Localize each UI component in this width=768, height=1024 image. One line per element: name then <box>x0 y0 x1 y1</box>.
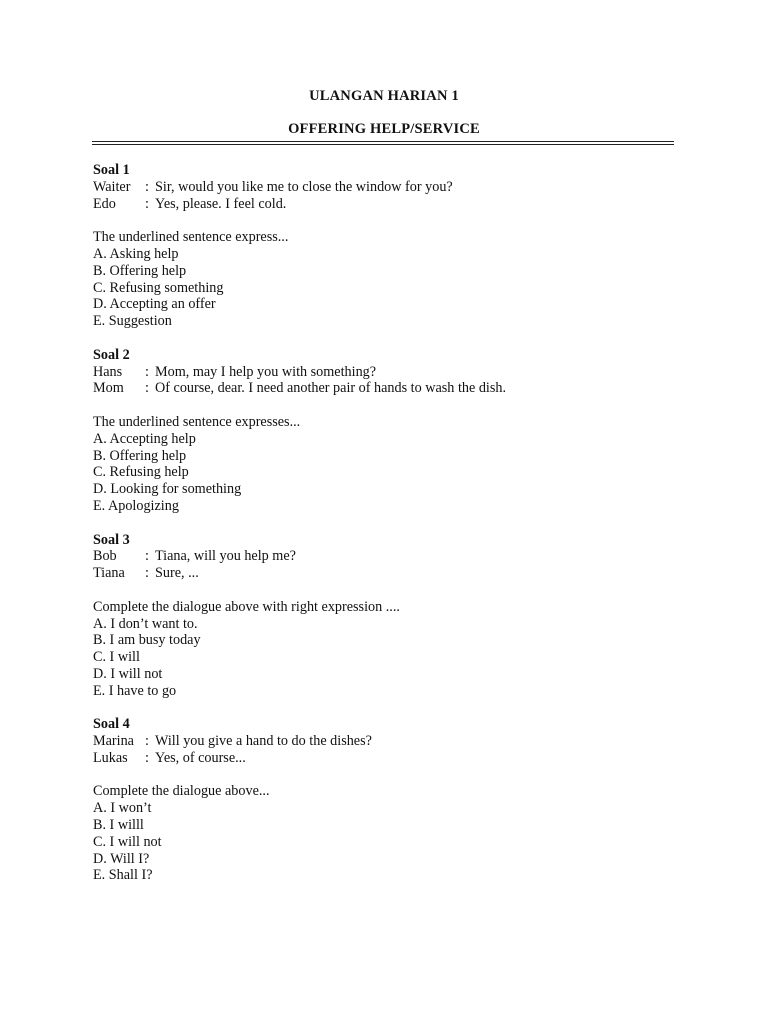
answer-option: B. Offering help <box>93 262 187 279</box>
answer-option: E. I have to go <box>93 682 177 699</box>
answer-option: A. Asking help <box>93 245 179 262</box>
document-title: ULANGAN HARIAN 1 <box>309 88 459 104</box>
dialogue-line <box>93 565 693 582</box>
question-title: Soal 1 <box>93 162 130 178</box>
speaker-name: Lukas <box>93 749 128 766</box>
answer-option: C. I will not <box>93 833 162 850</box>
answer-option: D. I will not <box>93 665 163 682</box>
answer-option: B. Offering help <box>93 447 187 464</box>
speaker-name: Hans <box>93 363 123 380</box>
dialogue-line <box>93 364 693 381</box>
answer-option: A. Accepting help <box>93 430 196 447</box>
dialogue-line <box>93 733 693 750</box>
speaker-separator: : <box>145 733 149 750</box>
answer-option: E. Suggestion <box>93 313 172 330</box>
answer-option: D. Will I? <box>93 850 150 867</box>
question-title: Soal 3 <box>93 531 130 548</box>
speaker-separator: : <box>145 380 149 397</box>
dialogue-text: Will you give a hand to do the dishes? <box>155 733 372 750</box>
answer-option: A. I won’t <box>93 800 152 817</box>
answer-option: D. Looking for something <box>93 481 242 498</box>
speaker-separator: : <box>145 548 149 565</box>
question-prompt: The underlined sentence expresses... <box>93 413 301 430</box>
dialogue-line <box>93 380 693 397</box>
dialogue-text: Yes, please. I feel cold. <box>155 195 287 212</box>
speaker-name: Waiter <box>93 178 131 195</box>
speaker-separator: : <box>145 363 149 380</box>
question-block-4 <box>93 716 693 884</box>
dialogue-text: Tiana, will you help me? <box>155 548 296 565</box>
question-title: Soal 4 <box>93 716 130 733</box>
speaker-name: Marina <box>93 733 134 750</box>
document-subtitle: OFFERING HELP/SERVICE <box>288 121 480 137</box>
answer-option: A. I don’t want to. <box>93 615 198 632</box>
question-block-3 <box>93 532 693 700</box>
answer-option: C. Refusing something <box>93 279 224 296</box>
speaker-name: Mom <box>93 380 124 397</box>
answer-option: E. Apologizing <box>93 497 179 514</box>
dialogue-line <box>93 548 693 565</box>
dialogue-line <box>93 750 693 767</box>
speaker-separator: : <box>145 565 149 582</box>
answer-option: B. I am busy today <box>93 632 201 649</box>
answer-option: E. Shall I? <box>93 867 153 884</box>
dialogue-text: Mom, may I help you with something? <box>155 363 377 380</box>
dialogue-text: Sir, would you like me to close the window for you? <box>155 178 453 195</box>
speaker-name: Tiana <box>93 565 125 582</box>
question-block-1 <box>93 162 693 330</box>
dialogue-line <box>93 179 693 196</box>
dialogue-text: Yes, of course... <box>155 749 246 766</box>
question-prompt: Complete the dialogue above with right expression .... <box>93 598 400 615</box>
speaker-separator: : <box>145 749 149 766</box>
dialogue-text: Of course, dear. I need another pair of hands to wash the dish. <box>155 380 507 397</box>
dialogue-text: Sure, ... <box>155 565 199 582</box>
questions-section <box>93 162 693 901</box>
answer-option: D. Accepting an offer <box>93 296 216 313</box>
title-divider <box>92 141 674 145</box>
speaker-name: Bob <box>93 548 117 565</box>
question-title: Soal 2 <box>93 346 130 363</box>
answer-option: C. I will <box>93 649 140 666</box>
answer-option: B. I willl <box>93 817 144 834</box>
question-prompt: The underlined sentence express... <box>93 229 289 246</box>
answer-option: C. Refusing help <box>93 464 189 481</box>
speaker-separator: : <box>145 178 149 195</box>
dialogue-line <box>93 196 693 213</box>
speaker-separator: : <box>145 195 149 212</box>
question-prompt: Complete the dialogue above... <box>93 783 270 800</box>
speaker-name: Edo <box>93 195 116 212</box>
question-block-2 <box>93 347 693 515</box>
